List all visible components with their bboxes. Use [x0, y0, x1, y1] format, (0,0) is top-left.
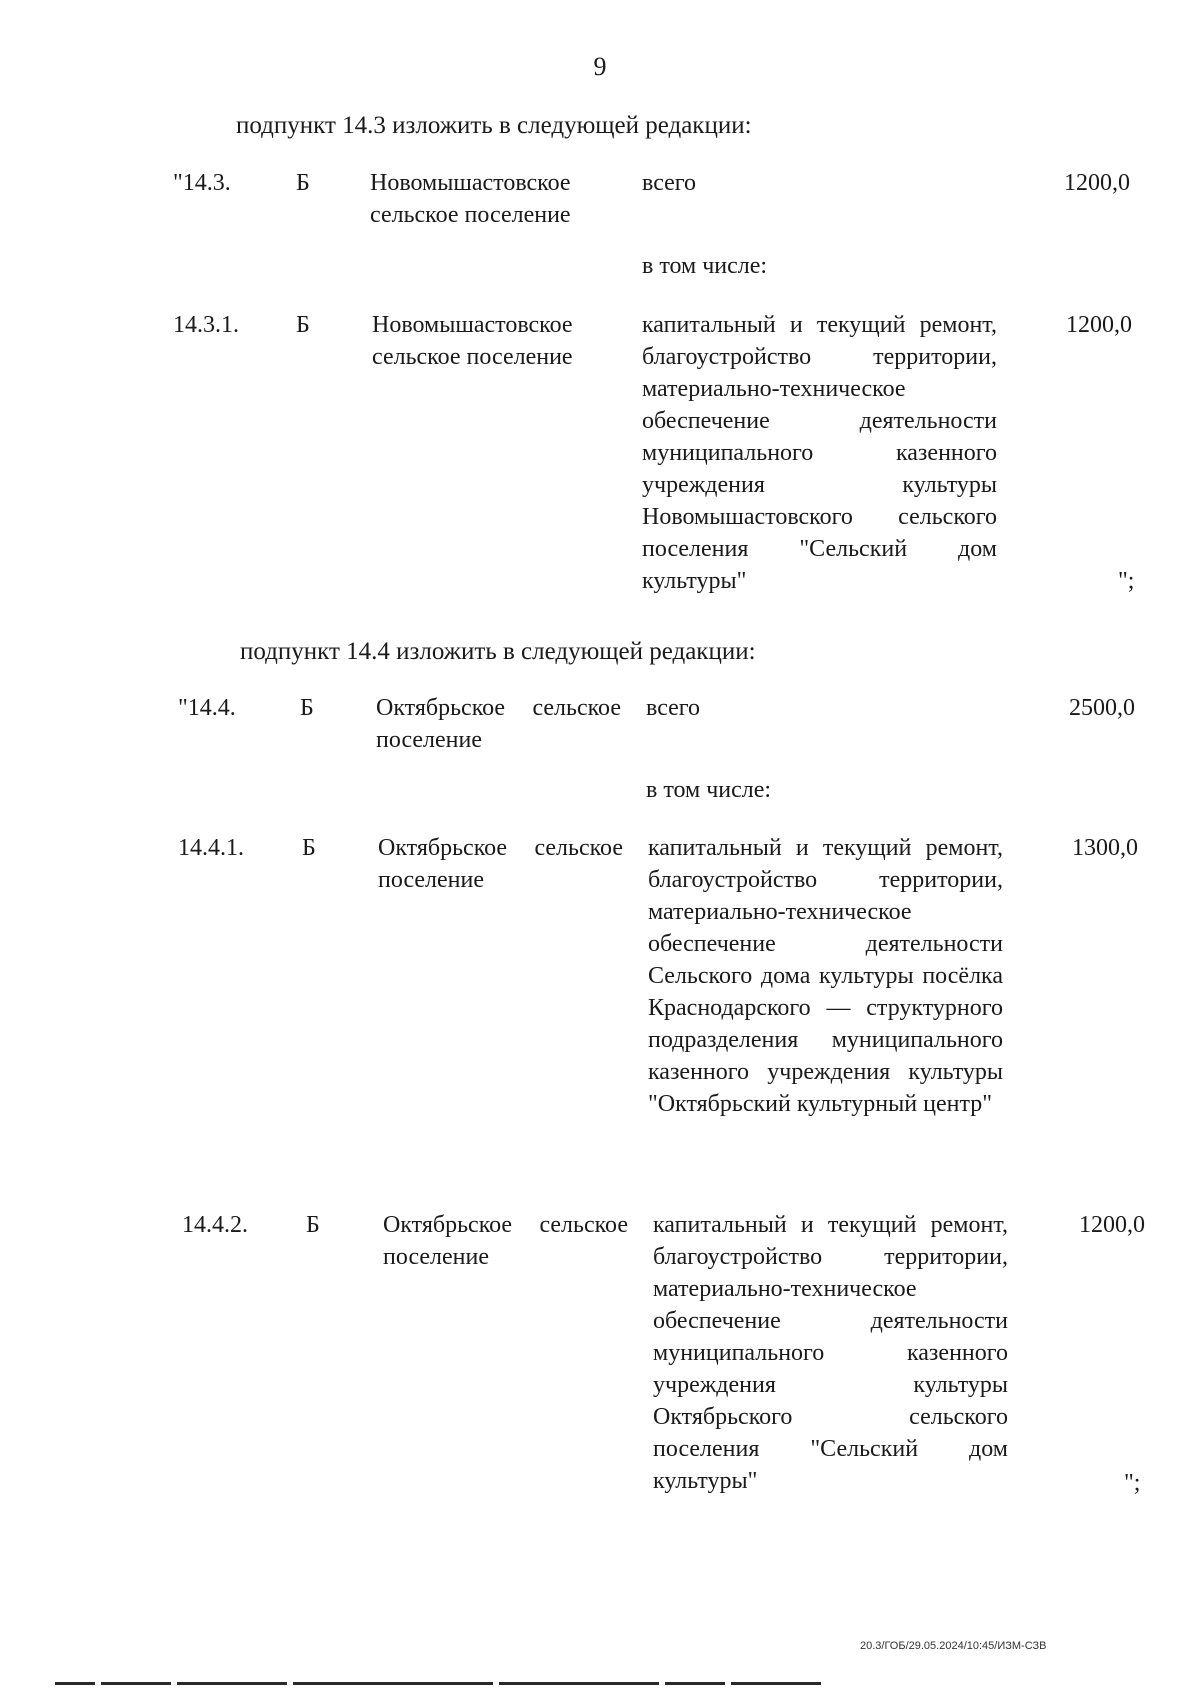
- item-description: капитальный и текущий ремонт, благоустройство территории, материально-техническое обеспечение деятельности Сельского дома культуры посёлка Краснодарского — структурного подразделения муниципального казенного учреждения культуры "Октябрьский культурный центр": [648, 835, 1003, 1117]
- item-recipient: Новомышастовское сельское поселение: [370, 170, 571, 228]
- item-description: всего: [642, 170, 697, 196]
- scan-edge-artifact: [0, 1682, 1200, 1688]
- item-amount: 1200,0: [1066, 312, 1132, 338]
- section-14-3-intro: подпункт 14.3 изложить в следующей редакции:: [236, 112, 752, 139]
- item-amount: 2500,0: [1069, 695, 1135, 721]
- item-number: 14.4.1.: [178, 835, 244, 861]
- closing-quote: ";: [1124, 1470, 1141, 1496]
- item-description: всего: [646, 695, 701, 721]
- item-letter: Б: [296, 170, 310, 196]
- item-letter: Б: [306, 1212, 320, 1238]
- item-amount: 1200,0: [1079, 1212, 1145, 1238]
- item-recipient: Октябрьское сельское поселение: [376, 695, 621, 753]
- item-letter: Б: [300, 695, 314, 721]
- item-number: "14.4.: [178, 695, 236, 721]
- item-description: капитальный и текущий ремонт, благоустройство территории, материально-техническое обеспечение деятельности муниципального казенного учреждения культуры Октябрьского сельского поселения "Сельский дом культуры": [653, 1212, 1008, 1494]
- item-number: "14.3.: [173, 170, 231, 196]
- item-amount: 1300,0: [1072, 835, 1138, 861]
- closing-quote: ";: [1118, 568, 1135, 594]
- item-amount: 1200,0: [1064, 170, 1130, 196]
- item-number: 14.3.1.: [173, 312, 239, 338]
- item-description: в том числе:: [642, 253, 768, 279]
- section-14-4-intro: подпункт 14.4 изложить в следующей редакции:: [240, 638, 756, 665]
- document-registration-code: 20.3/ГОБ/29.05.2024/10:45/ИЗМ-СЗВ: [860, 1640, 1047, 1652]
- item-recipient: Новомышастовское сельское поселение: [372, 312, 573, 370]
- item-recipient: Октябрьское сельское поселение: [378, 835, 623, 893]
- item-number: 14.4.2.: [182, 1212, 248, 1238]
- item-description: капитальный и текущий ремонт, благоустройство территории, материально-техническое обеспечение деятельности муниципального казенного учреждения культуры Новомышастовского сельского поселения "Сельский дом культуры": [642, 312, 997, 594]
- item-recipient: Октябрьское сельское поселение: [383, 1212, 628, 1270]
- item-letter: Б: [302, 835, 316, 861]
- page-number: 9: [593, 52, 607, 81]
- item-letter: Б: [296, 312, 310, 338]
- item-description: в том числе:: [646, 777, 772, 803]
